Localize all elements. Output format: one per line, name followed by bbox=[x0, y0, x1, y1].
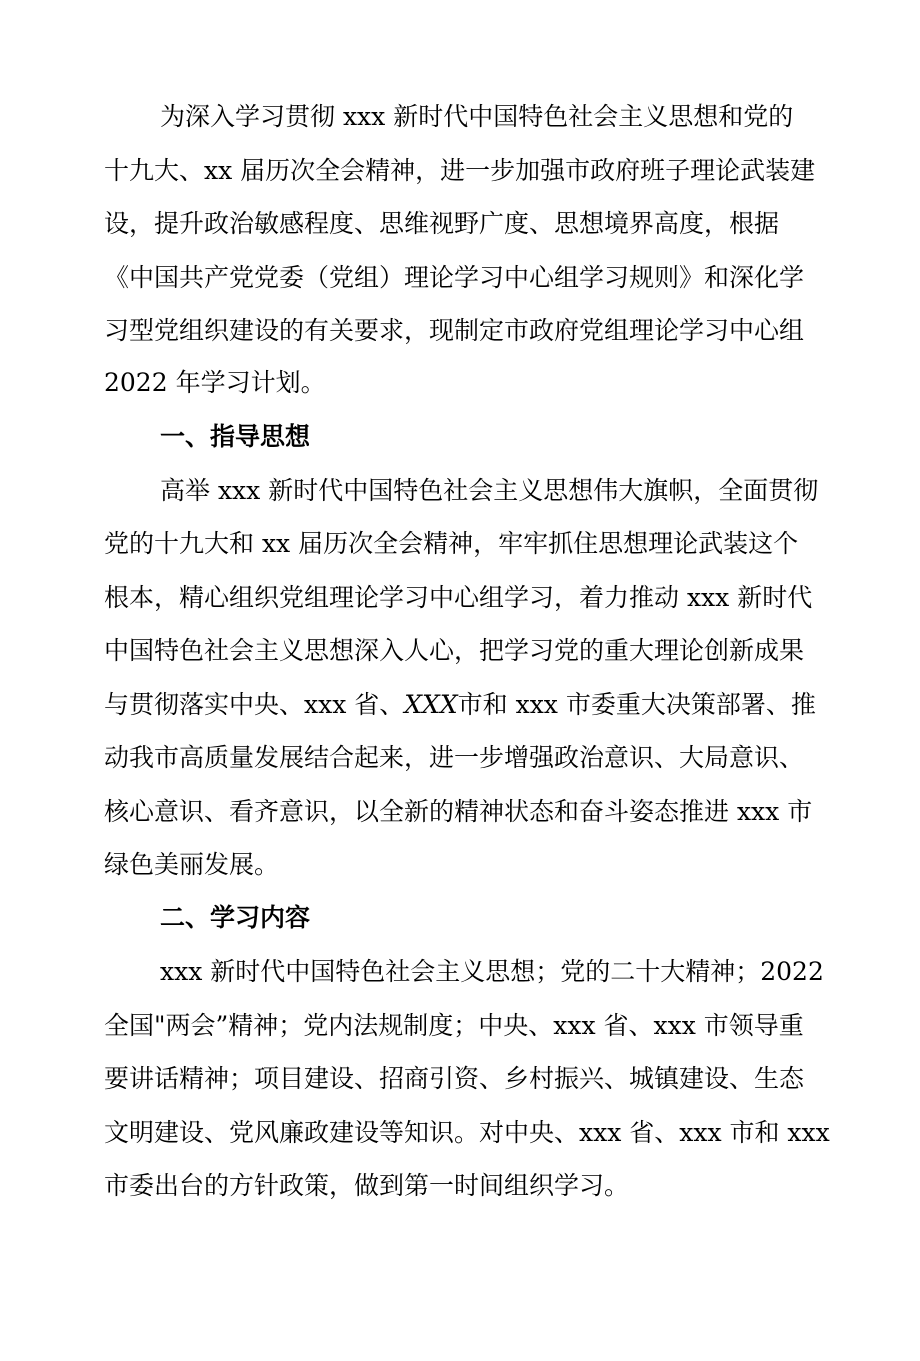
section2-line-4: 文明建设、党风廉政建设等知识。对中央、xxx 省、xxx 市和 xxx bbox=[104, 1118, 830, 1147]
section1-line-6: 动我市高质量发展结合起来，进一步增强政治意识、大局意识、 bbox=[104, 743, 805, 772]
intro-line-5: 习型党组织建设的有关要求，现制定市政府党组理论学习中心组 bbox=[104, 316, 805, 345]
intro-line-4: 《中国共产党党委（党组）理论学习中心组学习规则》和深化学 bbox=[104, 263, 805, 292]
section1-line-8: 绿色美丽发展。 bbox=[104, 850, 280, 879]
intro-line-6: 2022 年学习计划。 bbox=[104, 368, 326, 397]
section1-line-4: 中国特色社会主义思想深入人心，把学习党的重大理论创新成果 bbox=[104, 636, 805, 665]
section2-line-3: 要讲话精神；项目建设、招商引资、乡村振兴、城镇建设、生态 bbox=[104, 1064, 805, 1093]
section1-line-1: 高举 xxx 新时代中国特色社会主义思想伟大旗帜，全面贯彻 bbox=[160, 476, 819, 505]
section1-line-5-italic-xxx: XXX bbox=[404, 690, 458, 719]
section2-line-5: 市委出台的方针政策，做到第一时间组织学习。 bbox=[104, 1171, 630, 1200]
section1-line-2: 党的十九大和 xx 届历次全会精神，牢牢抓住思想理论武装这个 bbox=[104, 529, 799, 558]
section1-line-5-part-a: 与贯彻落实中央、xxx 省、 bbox=[104, 690, 405, 719]
section1-line-3: 根本，精心组织党组理论学习中心组学习，着力推动 xxx 新时代 bbox=[104, 583, 813, 612]
section1-line-7: 核心意识、看齐意识，以全新的精神状态和奋斗姿态推进 xxx 市 bbox=[104, 797, 813, 826]
section2-line-1: xxx 新时代中国特色社会主义思想；党的二十大精神；2022 bbox=[160, 957, 824, 986]
section1-line-5-part-b: 市和 xxx 市委重大决策部署、推 bbox=[457, 690, 816, 719]
section2-line-2: 全国"两会”精神；党内法规制度；中央、xxx 省、xxx 市领导重 bbox=[104, 1011, 804, 1040]
intro-line-3: 设，提升政治敏感程度、思维视野广度、思想境界高度，根据 bbox=[104, 209, 780, 238]
section-heading-study-content: 二、学习内容 bbox=[160, 903, 311, 932]
section-heading-guiding-ideology: 一、指导思想 bbox=[160, 422, 311, 451]
intro-line-2: 十九大、xx 届历次全会精神，进一步加强市政府班子理论武装建 bbox=[104, 156, 816, 185]
intro-line-1: 为深入学习贯彻 xxx 新时代中国特色社会主义思想和党的 bbox=[160, 102, 794, 131]
section1-line-5 bbox=[104, 690, 816, 720]
